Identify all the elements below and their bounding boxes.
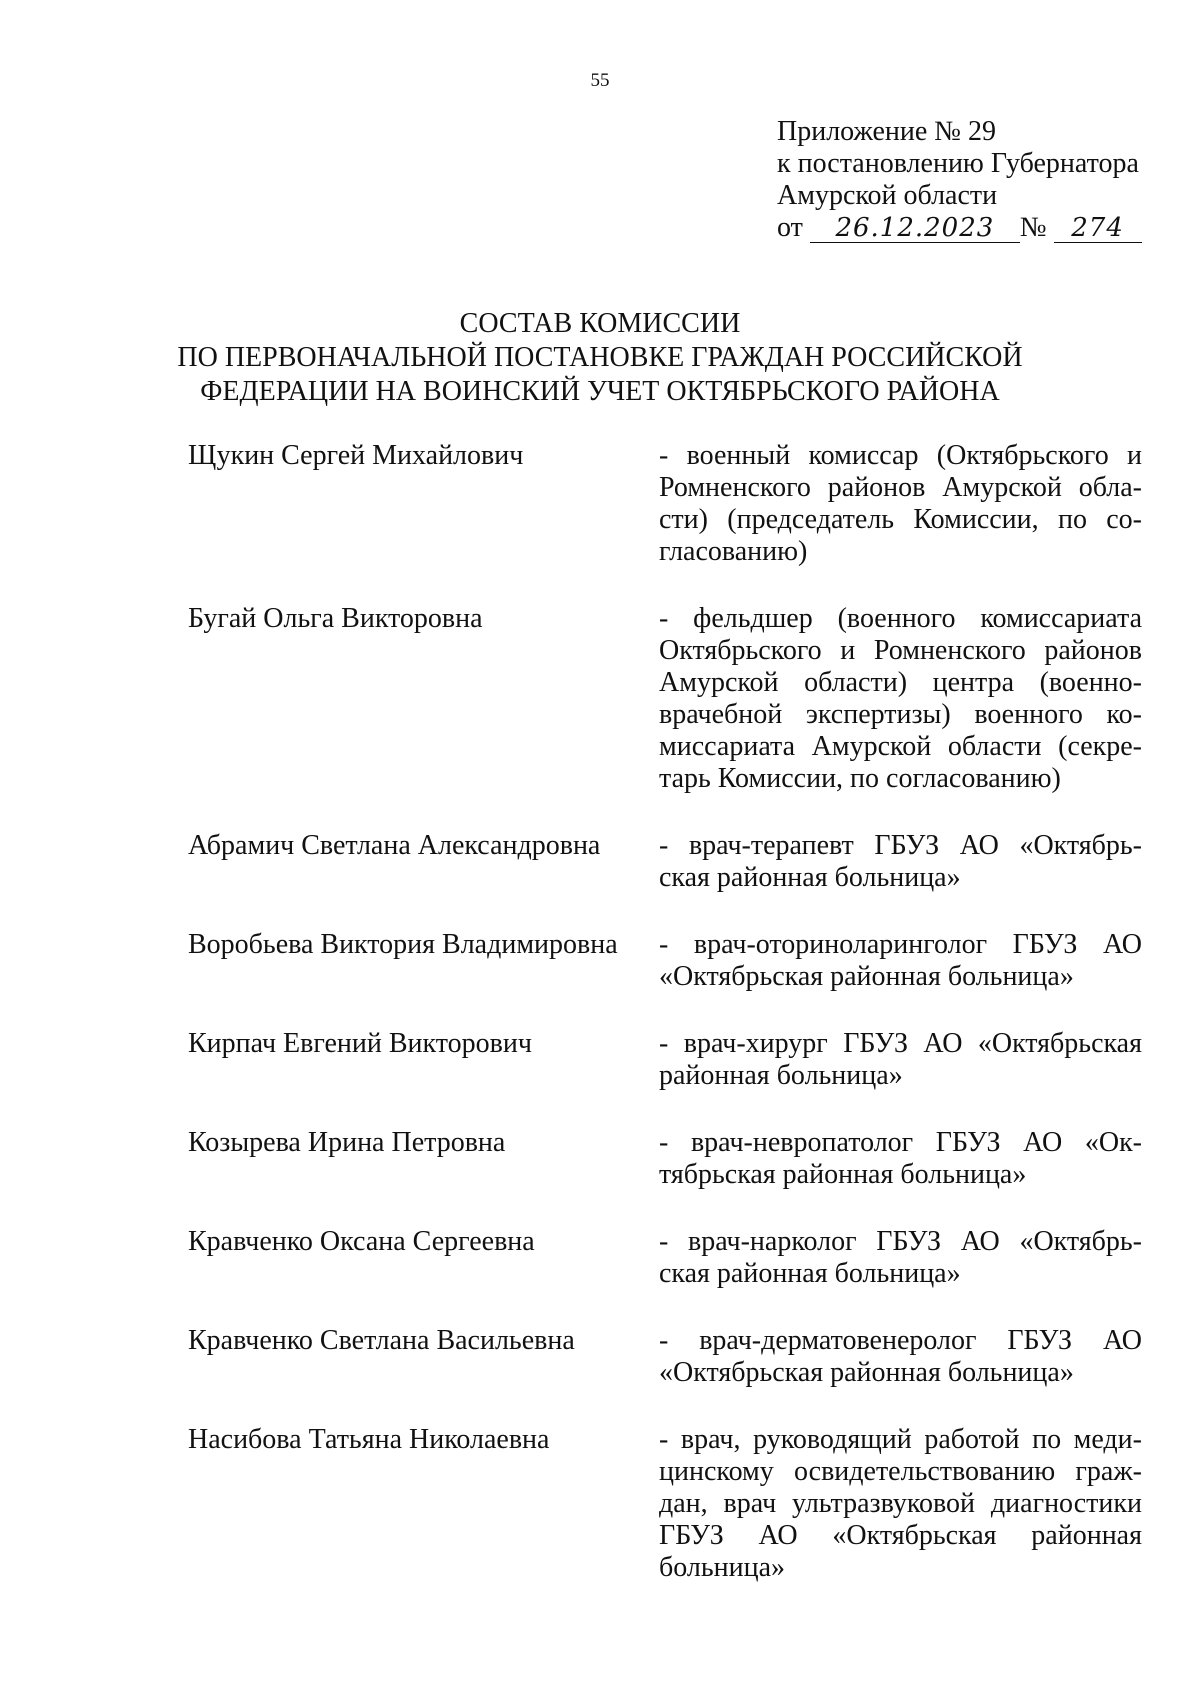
- member-name: Кирпач Евгений Викторович: [188, 1028, 532, 1059]
- handwritten-number: 274: [1054, 214, 1142, 243]
- member-row: [188, 1424, 1142, 1584]
- member-role: [659, 603, 1142, 795]
- member-role-line: больница»: [659, 1552, 785, 1583]
- member-row: [188, 1028, 1142, 1092]
- member-name: Кравченко Оксана Сергеевна: [188, 1226, 535, 1257]
- member-role-line: - фельдшер (военного комиссариата: [659, 603, 1142, 634]
- handwritten-date: 26.12.2023: [810, 214, 1020, 243]
- member-role-line: «Октябрьская районная больница»: [659, 1357, 1074, 1388]
- member-role-line: районная больница»: [659, 1060, 903, 1091]
- page-number: 55: [590, 70, 610, 91]
- document-title: [0, 307, 1200, 409]
- appendix-header: [777, 116, 1142, 244]
- member-role-line: дан, врач ультразвуковой диагностики: [659, 1488, 1142, 1519]
- date-prefix: от: [777, 212, 803, 243]
- member-row: [188, 929, 1142, 993]
- member-name: Щукин Сергей Михайлович: [188, 440, 524, 471]
- member-role-line: - врач-оториноларинголог ГБУЗ АО: [659, 929, 1142, 960]
- member-name: Насибова Татьяна Николаевна: [188, 1424, 550, 1455]
- title-line-2: ПО ПЕРВОНАЧАЛЬНОЙ ПОСТАНОВКЕ ГРАЖДАН РОССИЙСКОЙ: [177, 342, 1023, 373]
- member-role-line: Октябрьского и Ромненского районов: [659, 635, 1142, 666]
- member-role-line: - врач, руководящий работой по меди-: [659, 1424, 1142, 1455]
- member-role-line: ГБУЗ АО «Октябрьская районная: [659, 1520, 1142, 1551]
- member-role-line: - врач-дерматовенеролог ГБУЗ АО: [659, 1325, 1142, 1356]
- number-label: №: [1019, 212, 1047, 243]
- member-role-line: Амурской области) центра (военно-: [659, 667, 1142, 698]
- member-role-line: - врач-терапевт ГБУЗ АО «Октябрь-: [659, 830, 1142, 861]
- member-row: [188, 1127, 1142, 1191]
- member-role-line: ская районная больница»: [659, 862, 961, 893]
- appendix-date-line: [777, 212, 1142, 244]
- member-name: Козырева Ирина Петровна: [188, 1127, 506, 1158]
- member-row: [188, 440, 1142, 568]
- member-role-line: ская районная больница»: [659, 1258, 961, 1289]
- appendix-reference: к постановлению Губернатора: [777, 148, 1139, 179]
- member-role: [659, 830, 1142, 894]
- title-line-1: СОСТАВ КОМИССИИ: [459, 308, 741, 339]
- member-role: [659, 929, 1142, 993]
- appendix-region: Амурской области: [777, 180, 998, 211]
- member-role: [659, 1028, 1142, 1092]
- member-role-line: тябрьская районная больница»: [659, 1159, 1027, 1190]
- member-name: Кравченко Светлана Васильевна: [188, 1325, 575, 1356]
- member-row: [188, 603, 1142, 795]
- members-list: [188, 440, 1142, 1619]
- appendix-title: Приложение № 29: [777, 116, 996, 147]
- member-role: [659, 1127, 1142, 1191]
- member-role: [659, 1226, 1142, 1290]
- member-role-line: - врач-нарколог ГБУЗ АО «Октябрь-: [659, 1226, 1142, 1257]
- member-role-line: врачебной экспертизы) военного ко-: [659, 699, 1142, 730]
- member-role-line: - врач-хирург ГБУЗ АО «Октябрьская: [659, 1028, 1142, 1059]
- member-row: [188, 830, 1142, 894]
- member-name: Воробьева Виктория Владимировна: [188, 929, 618, 960]
- member-role-line: - врач-невропатолог ГБУЗ АО «Ок-: [659, 1127, 1142, 1158]
- member-role-line: - военный комиссар (Октябрьского и: [659, 440, 1142, 471]
- member-row: [188, 1325, 1142, 1389]
- member-role: [659, 1424, 1142, 1584]
- member-role-line: цинскому освидетельствованию граж-: [659, 1456, 1142, 1487]
- member-role-line: «Октябрьская районная больница»: [659, 961, 1074, 992]
- member-name: Абрамич Светлана Александровна: [188, 830, 601, 861]
- member-name: Бугай Ольга Викторовна: [188, 603, 483, 634]
- member-role-line: миссариата Амурской области (секре-: [659, 731, 1142, 762]
- member-role: [659, 1325, 1142, 1389]
- title-line-3: ФЕДЕРАЦИИ НА ВОИНСКИЙ УЧЕТ ОКТЯБРЬСКОГО РАЙОНА: [200, 376, 1000, 407]
- member-role-line: Ромненского районов Амурской обла-: [659, 472, 1142, 503]
- member-role-line: гласованию): [659, 536, 808, 567]
- member-role: [659, 440, 1142, 568]
- member-role-line: сти) (председатель Комиссии, по со-: [659, 504, 1142, 535]
- member-role-line: тарь Комиссии, по согласованию): [659, 763, 1061, 794]
- member-row: [188, 1226, 1142, 1290]
